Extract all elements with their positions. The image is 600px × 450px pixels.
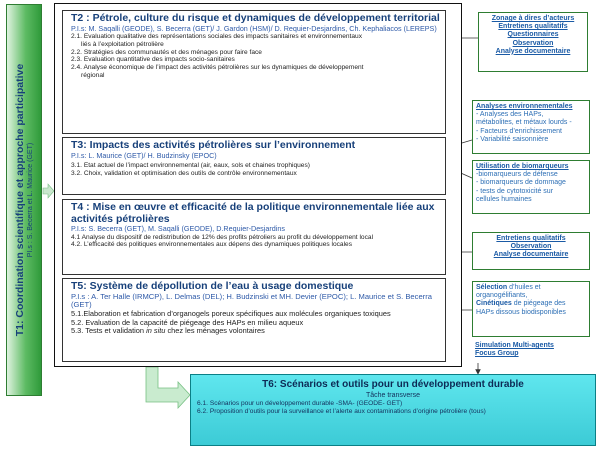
t4-box (62, 199, 446, 275)
method-line (476, 300, 586, 308)
method-box-t4 (472, 232, 590, 270)
t2-pi: P.I.s: M. Saqalli (GEODE), S. Becerra (GET)/ J. Gardon (HSM)/ D. Requier-Desjardins, Ch. Kephaliacos (LEREPS) (71, 23, 437, 33)
t4-item: 4.1 Analyse du dispositif de redistribution de 12% des profits pétroliers au profit du développement local (71, 233, 374, 241)
t2-box (62, 10, 446, 134)
method-bold: Sélection (476, 284, 508, 291)
method-line: - Analyses des HAPs, (476, 111, 544, 119)
t2-item: régional (81, 72, 105, 80)
t5-item-italic: in situ (146, 326, 166, 336)
t5-box (62, 278, 446, 362)
t2-item: liés à l’exploitation pétrolière (81, 40, 164, 48)
method-line: - Variabilité saisonnière (476, 135, 549, 143)
method-label: Observation (510, 243, 552, 251)
t6-title: T6: Scénarios et outils pour un développement durable (262, 379, 524, 390)
t5-pi: P.I.s : A. Ter Halle (IRMCP), L. Delmas (DEL); H. Budzinski et MH. Devier (EPOC); L. Maurice et S. Becerra (GET) (71, 291, 432, 310)
t5-title: T5: Système de dépollution de l’eau à usage domestique (71, 280, 354, 292)
method-box-t3-analyses (472, 100, 590, 154)
method-line: - biomarqueurs de dommage (476, 179, 566, 187)
method-label: Focus Group (475, 350, 519, 358)
t2-item: 2.4. Analyse économique de l’impact des activités pétrolières sur les dynamiques de développement (71, 64, 364, 72)
method-label: Zonage à dires d’acteurs (491, 15, 575, 22)
t3-title: T3: Impacts des activités pétrolières sur l’environnement (71, 139, 356, 151)
t6-item: 6.2. Proposition d’outils pour la surveillance et l’alerte aux contaminations d’origine pétrolière (tous) (197, 408, 486, 415)
t1-label-group (14, 10, 34, 390)
t1-coordination-bar (6, 4, 42, 396)
t6-subtitle: Tâche transverse (365, 392, 421, 399)
method-text: d’huiles et (509, 284, 541, 291)
method-box-t6 (472, 341, 590, 363)
method-label: Observation (512, 39, 554, 47)
t3-item: 3.2. Choix, validation et optimisation des outils de contrôle environnementaux (71, 169, 297, 177)
t4-item: 4.2. L’efficacité des politiques environnementales aux dépens des dynamiques politiques locales (71, 241, 353, 249)
method-label: Analyse documentaire (495, 47, 571, 55)
method-label: Simulation Multi-agents (475, 342, 554, 349)
t5-item: 5.2. Evaluation de la capacité de piégeage des HAPs en milieu aqueux (71, 317, 304, 327)
method-text: de piégeage des (513, 300, 566, 308)
method-label: Entretiens qualitatifs (496, 235, 566, 242)
method-line: métabolites, et métaux lourds - (476, 119, 572, 127)
t3-box (62, 137, 446, 195)
frame-to-t6-arrow (146, 367, 190, 408)
method-line: cellules humaines (476, 195, 532, 203)
t3-item: 3.1. Etat actuel de l’impact environnemental (air, eaux, sols et chaines trophiques) (71, 162, 310, 170)
t1-to-frame-arrow (43, 184, 54, 198)
t5-item-in-situ (71, 327, 441, 336)
method-line: - tests de cytotoxicité sur (476, 187, 554, 195)
method-line (476, 284, 586, 292)
method-title: Utilisation de biomarqueurs (476, 163, 569, 170)
t6-box (190, 374, 596, 446)
method-line: - Facteurs d’enrichissement (476, 127, 562, 135)
t2-item: 2.2. Stratégies des communautés et des ménages pour faire face (71, 48, 262, 56)
method-bold: Cinétiques (476, 300, 512, 308)
method-line: organogélifiants, (476, 292, 528, 300)
method-box-t2 (478, 12, 588, 72)
method-box-t5 (472, 281, 590, 337)
method-label: Analyse documentaire (493, 251, 569, 259)
t4-title: T4 : Mise en œuvre et efficacité de la politique environnementale liée aux activités pétrolières (71, 201, 435, 225)
t2-title: T2 : Pétrole, culture du risque et dynamiques de développement territorial (71, 12, 440, 24)
method-label: Entretiens qualitatifs (498, 23, 568, 31)
t5-item: 5.1.Elaboration et fabrication d’organogels poreux spécifiques aux molécules organiques toxiques (71, 309, 391, 319)
method-line: -biomarqueurs de défense (476, 171, 558, 179)
t6-item: 6.1. Scénarios pour un développement durable -SMA- (GEODE- GET) (197, 400, 403, 407)
t2-item: 2.1. Evaluation qualitative des représentations sociales des impacts sanitaires et environnementaux (71, 33, 363, 41)
method-title: Analyses environnementales (476, 103, 573, 110)
t4-pi: P.I.s: S. Becerra (GET), M. Saqalli (GEODE), D.Requier-Desjardins (71, 224, 285, 233)
t3-pi: P.I.s: L. Maurice (GET)/ H. Budzinsky (EPOC) (71, 150, 217, 160)
t5-item-part: chez les ménages volontaires (167, 326, 265, 336)
t2-item: 2.3. Evaluation quantitative des impacts socio-sanitaires (71, 56, 235, 64)
method-label: Questionnaires (507, 31, 559, 39)
t5-item-part: 5.3. Tests et validation (71, 326, 144, 336)
t1-title: T1: Coordination scientifique et approche participative (14, 63, 26, 337)
method-box-t3-biomarkers (472, 160, 590, 214)
method-line: HAPs dissous biodisponibles (476, 308, 566, 316)
t1-pi: PI.s : S. Becerra et L. Maurice (GET) (27, 142, 34, 258)
